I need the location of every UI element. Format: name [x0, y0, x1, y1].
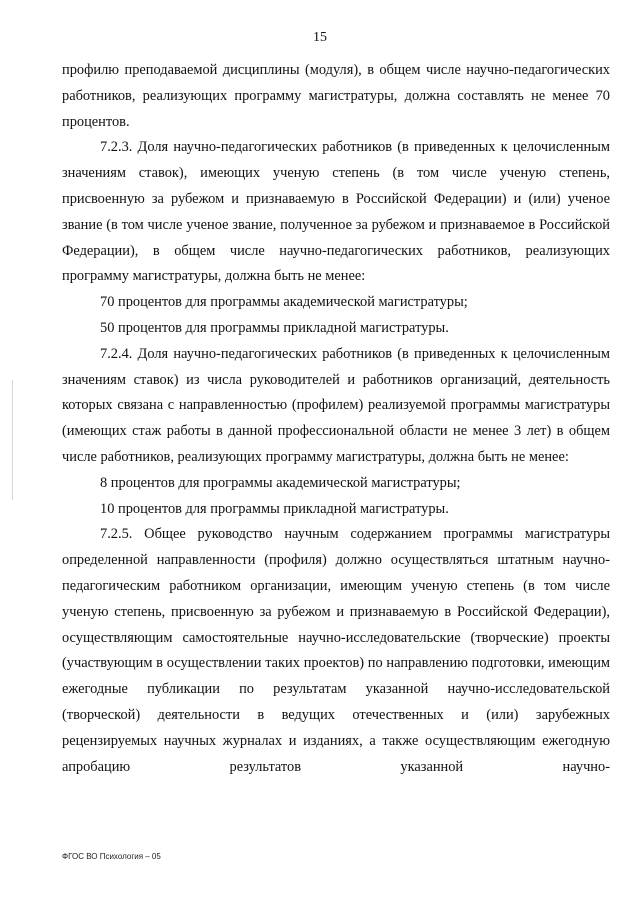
paragraph-applied-10: 10 процентов для программы прикладной магистратуры. [100, 500, 449, 517]
paragraph-7-2-3: 7.2.3. Доля научно-педагогических работников (в приведенных к целочисленным значениям ставок), имеющих ученую степень (в том числе ученую степень, присвоенную за рубежом и признаваемую в Российской Федерации) и (или) ученое звание (в том числе ученое звание, полученное за рубежом и признаваемое в Российской Федерации), в общем числе научно-педагогических работников, реализующих программу магистратуры, должна быть не менее: [62, 139, 610, 285]
paragraph-1: профилю преподаваемой дисциплины (модуля), в общем числе научно-педагогических работников, реализующих программу магистратуры, должна составлять не менее 70 процентов. [62, 62, 610, 130]
document-body [62, 58, 610, 780]
paragraph-7-2-5: 7.2.5. Общее руководство научным содержанием программы магистратуры определенной направленности (профиля) должно осуществляться штатным научно-педагогическим работником организации, имеющим ученую степень (в том числе ученую степень, присвоенную за рубежом и признаваемую в Российской Федерации), осуществляющим самостоятельные научно-исследовательские (творческие) проекты (участвующим в осуществлении таких проектов) по направлению подготовки, имеющим ежегодные публикации по результатам указанной научно-исследовательской (творческой) деятельности в ведущих отечественных и (или) зарубежных рецензируемых научных журналах и изданиях, а также осуществляющим ежегодную апробацию результатов указанной научно- [62, 526, 610, 775]
scan-edge-mark [12, 380, 13, 500]
paragraph-applied-50: 50 процентов для программы прикладной магистратуры. [100, 319, 449, 336]
paragraph-academic-8: 8 процентов для программы академической магистратуры; [100, 474, 461, 491]
paragraph-academic-70: 70 процентов для программы академической магистратуры; [100, 294, 468, 311]
document-footer: ФГОС ВО Психология – 05 [62, 852, 161, 861]
page-number: 15 [313, 30, 327, 45]
paragraph-7-2-4: 7.2.4. Доля научно-педагогических работников (в приведенных к целочисленным значениям ставок) из числа руководителей и работников организаций, деятельность которых связана с направленностью (профилем) реализуемой программы магистратуры (имеющих стаж работы в данной профессиональной области не менее 3 лет) в общем числе работников, реализующих программу магистратуры, должна быть не менее: [62, 345, 610, 465]
